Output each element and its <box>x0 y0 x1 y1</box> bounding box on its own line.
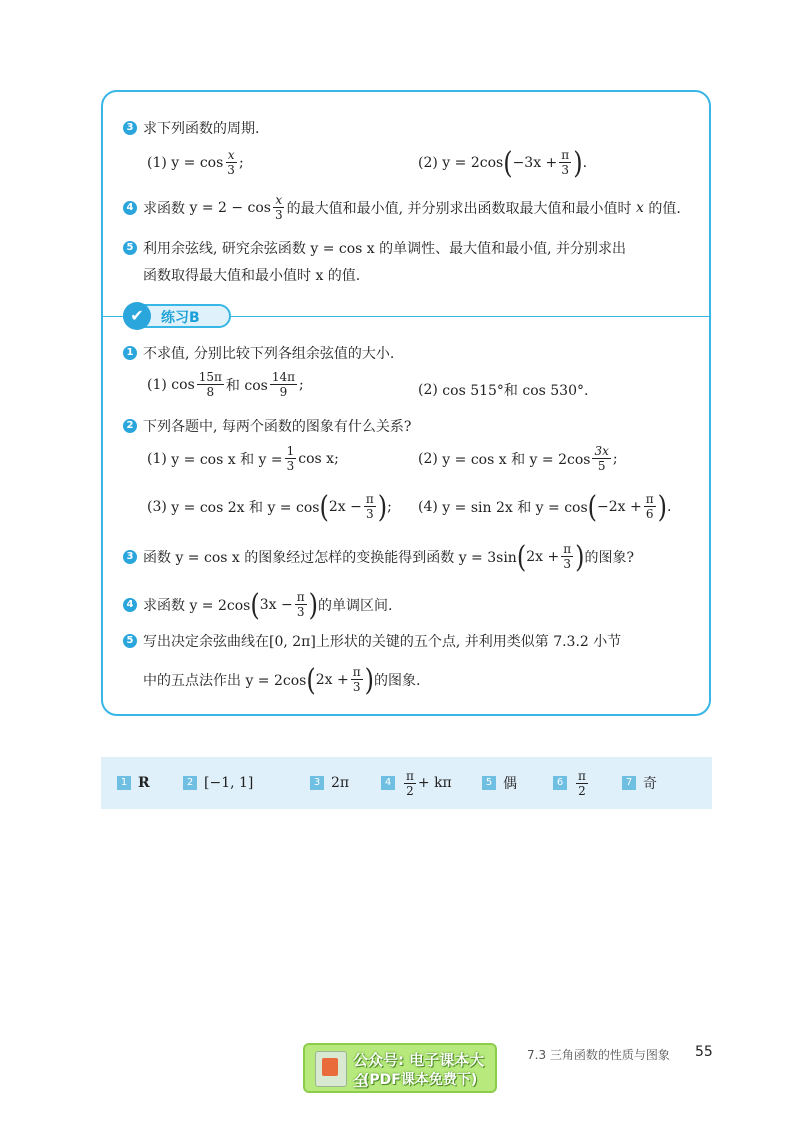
math-expression: −3x + <box>512 154 558 171</box>
math-expression: 2x + <box>315 671 349 688</box>
fraction: $\frac{3x}{5}$ <box>594 444 609 473</box>
question-text: 中的五点法作出 y = 2cos <box>143 672 307 689</box>
part-label: (2) <box>418 154 438 171</box>
question-text: 求函数 y = 2cos <box>143 597 251 614</box>
answer-value: 2π <box>331 775 350 791</box>
question-b2-part1 <box>147 444 339 473</box>
math-expression: 2x − <box>328 498 362 515</box>
question-text: 写出决定余弦曲线在[0, 2π]上形状的关键的五个点, 并利用类似第 7.3.2 小节 <box>143 634 622 650</box>
math-expression: y = cos x 和 y = <box>171 451 283 468</box>
question-text: 的单调区间. <box>317 597 393 614</box>
answer-value: [−1, 1] <box>204 775 254 791</box>
math-expression: y = cos x 和 y = 2cos <box>442 451 591 468</box>
answer-number: 6 <box>553 776 567 790</box>
answer-6 <box>553 757 590 809</box>
math-expression: cos <box>171 376 195 393</box>
math-expression: y = 2cos <box>442 154 504 171</box>
exercise-b-label: 练习B <box>161 310 200 326</box>
watermark-line2: (PDF课本免费下) <box>363 1072 478 1088</box>
question-text: 函数取得最大值和最小值时 x 的值. <box>143 268 361 284</box>
math-expression: y = cos 2x 和 y = cos <box>171 499 320 516</box>
answer-4 <box>381 757 452 809</box>
fraction: $\frac{\pi}{3}$ <box>352 665 361 694</box>
math-expression: −2x + <box>597 498 642 515</box>
answer-value: 奇 <box>643 776 657 792</box>
answer-number: 7 <box>622 776 636 790</box>
fraction: $\frac{x}{3}$ <box>275 193 283 222</box>
question-a3-part2: (2) y = 2cos ( −3x + $\frac{\pi}{3}$ ) . <box>418 145 588 180</box>
answer-3 <box>310 757 349 809</box>
part-label: (2) <box>418 382 438 398</box>
question-number: 3 <box>123 550 137 564</box>
question-b2 <box>123 416 411 436</box>
variable: x <box>636 199 644 216</box>
question-number: 5 <box>123 634 137 648</box>
punctuation: . <box>582 154 588 171</box>
question-b1-part2 <box>418 380 588 400</box>
fraction: $\frac{1}{3}$ <box>286 444 295 473</box>
math-expression: 和 cos <box>225 377 268 394</box>
question-text: 的图象? <box>584 549 634 566</box>
fraction: $\frac{\pi}{2}$ <box>578 768 586 798</box>
answer-value: 偶 <box>503 776 517 792</box>
answer-number: 4 <box>381 776 395 790</box>
answer-number: 5 <box>482 776 496 790</box>
punctuation: ; <box>298 376 304 393</box>
punctuation: ; <box>612 450 618 467</box>
question-b3: 3 函数 y = cos x 的图象经过怎样的变换能得到函数 y = 3sin ( 2x + $\frac{\pi}{3}$ ) 的图象? <box>123 542 634 571</box>
punctuation: . <box>667 498 672 515</box>
exercise-b-tag <box>123 304 231 328</box>
question-b2-part2 <box>418 444 618 473</box>
answer-value: + kπ <box>417 775 452 791</box>
math-expression: y = cos <box>171 154 224 171</box>
fraction: $\frac{14\pi}{9}$ <box>271 370 295 399</box>
part-label: (4) <box>418 498 438 515</box>
answer-number: 1 <box>117 776 131 790</box>
question-b5-line2: 中的五点法作出 y = 2cos ( 2x + $\frac{\pi}{3}$ ) 的图象. <box>143 662 421 697</box>
question-number: 1 <box>123 346 137 360</box>
question-a4 <box>123 193 681 222</box>
punctuation: ; <box>238 154 244 171</box>
question-b4: 4 求函数 y = 2cos ( 3x − $\frac{\pi}{3}$ ) 的单调区间. <box>123 590 392 619</box>
answer-2 <box>183 757 253 809</box>
question-text: 函数 y = cos x 的图象经过怎样的变换能得到函数 y = 3sin <box>143 549 517 566</box>
answer-1 <box>117 757 150 809</box>
answer-number: 3 <box>310 776 324 790</box>
fraction: $\frac{\pi}{6}$ <box>645 492 654 521</box>
math-expression: y = sin 2x 和 y = cos <box>442 499 588 516</box>
math-expression: cos x; <box>298 450 339 467</box>
question-number: 3 <box>123 121 137 135</box>
question-b1-part1 <box>147 370 304 399</box>
question-number: 5 <box>123 241 137 255</box>
punctuation: ; <box>387 498 392 515</box>
question-b5 <box>123 631 621 651</box>
fraction: $\frac{\pi}{2}$ <box>406 768 414 798</box>
math-expression: cos 515°和 cos 530°. <box>442 383 589 399</box>
check-icon: ✔ <box>123 302 151 330</box>
question-a3 <box>123 118 259 138</box>
question-a5-line2 <box>143 265 360 285</box>
section-title: 7.3 三角函数的性质与图象 <box>527 1048 670 1062</box>
question-a3-part1 <box>147 148 244 177</box>
question-text: 不求值, 分别比较下列各组余弦值的大小. <box>143 346 395 362</box>
question-number: 4 <box>123 598 137 612</box>
question-text: 求函数 <box>143 200 185 217</box>
watermark-line1: 公众号: 电子课本大全 <box>353 1051 485 1090</box>
question-number: 2 <box>123 419 137 433</box>
question-number: 4 <box>123 201 137 215</box>
math-expression: 3x − <box>259 596 293 613</box>
question-a5 <box>123 238 626 258</box>
answer-value: R <box>138 775 150 791</box>
part-label: (1) <box>147 450 167 467</box>
book-logo-icon <box>315 1051 347 1087</box>
question-b2-part3: (3) y = cos 2x 和 y = cos ( 2x − $\frac{\pi}{3}$ ) ; <box>147 489 392 524</box>
exercise-box <box>101 90 711 716</box>
answer-7 <box>622 757 657 809</box>
fraction: $\frac{\pi}{3}$ <box>561 148 570 177</box>
fraction: $\frac{\pi}{3}$ <box>296 590 305 619</box>
question-b2-part4: (4) y = sin 2x 和 y = cos ( −2x + $\frac{\pi}{6}$ ) . <box>418 489 672 524</box>
answer-strip <box>101 757 712 809</box>
answer-number: 2 <box>183 776 197 790</box>
math-expression: y = 2 − cos <box>189 199 271 216</box>
question-text: 的图象. <box>373 672 421 689</box>
question-b1 <box>123 343 394 363</box>
answer-5 <box>482 757 517 809</box>
fraction: $\frac{15\pi}{8}$ <box>198 370 222 399</box>
watermark-badge <box>303 1043 497 1093</box>
fraction: $\frac{\pi}{3}$ <box>365 492 374 521</box>
part-label: (1) <box>147 376 167 393</box>
part-label: (2) <box>418 450 438 467</box>
question-text: 的值. <box>648 200 681 217</box>
math-expression: 2x + <box>526 548 560 565</box>
fraction: $\frac{\pi}{3}$ <box>563 542 572 571</box>
part-label: (3) <box>147 498 167 515</box>
fraction: $\frac{x}{3}$ <box>227 148 235 177</box>
question-text: 的最大值和最小值, 并分别求出函数取最大值和最小值时 <box>286 200 632 217</box>
part-label: (1) <box>147 154 167 171</box>
question-text: 求下列函数的周期. <box>143 121 260 137</box>
question-text: 利用余弦线, 研究余弦函数 y = cos x 的单调性、最大值和最小值, 并分别求出 <box>143 241 627 257</box>
page-number: 55 <box>695 1044 713 1060</box>
question-text: 下列各题中, 每两个函数的图象有什么关系? <box>143 419 412 435</box>
